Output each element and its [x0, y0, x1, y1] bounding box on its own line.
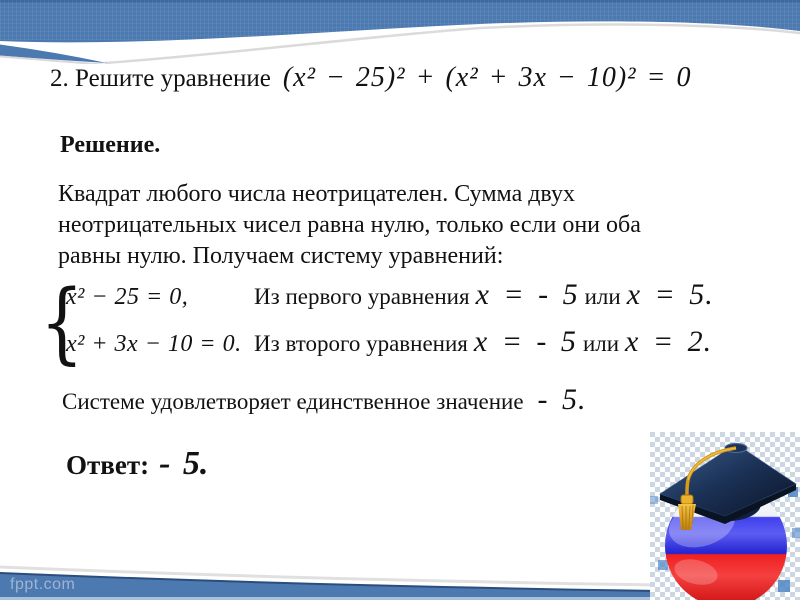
- deduction-prefix: Из первого уравнения: [254, 284, 470, 309]
- graduation-cap-image: [650, 432, 800, 600]
- problem-number-text: 2. Решите уравнение: [50, 65, 271, 92]
- system-equation-2: x² + 3x − 10 = 0.: [66, 331, 242, 357]
- problem-equation: (x² − 25)² + (x² + 3x − 10)² = 0: [282, 62, 692, 93]
- conclusion-line: [62, 381, 593, 424]
- paragraph-line-1: Квадрат любого числа неотрицателен. Сумма двух: [58, 181, 575, 207]
- solution-paragraph: [58, 179, 641, 272]
- answer-label: Ответ:: [66, 450, 150, 480]
- deduction-first-equation: [254, 276, 720, 319]
- system-equation-1: x² − 25 = 0,: [66, 284, 189, 310]
- conclusion-value: - 5.: [537, 383, 587, 416]
- deduction-conjunction: или: [584, 284, 621, 309]
- paragraph-line-2: неотрицательных чисел равна нулю, только если они оба: [58, 212, 641, 238]
- top-decorative-band: [0, 0, 800, 64]
- answer-value: - 5.: [159, 445, 209, 482]
- solution-heading: Решение.: [60, 132, 161, 158]
- problem-title: [50, 62, 691, 94]
- answer-line: [66, 442, 208, 492]
- deduction-root-1: x = - 5: [475, 278, 579, 311]
- deduction-conjunction: или: [582, 331, 620, 356]
- deduction-root-2: x = 5.: [626, 278, 714, 311]
- deduction-root-2: x = 2.: [625, 325, 713, 358]
- system-brace: {: [40, 271, 84, 374]
- top-band-swoosh: [0, 0, 800, 64]
- graduation-cap-icon: [650, 432, 800, 600]
- deduction-second-equation: [254, 323, 718, 366]
- conclusion-text: Системе удовлетворяет единственное значение: [62, 389, 524, 414]
- fppt-watermark: fppt.com: [10, 576, 76, 593]
- deduction-root-1: x = - 5: [473, 325, 577, 358]
- deduction-prefix: Из второго уравнения: [254, 331, 468, 356]
- paragraph-line-3: равны нулю. Получаем систему уравнений:: [58, 243, 504, 269]
